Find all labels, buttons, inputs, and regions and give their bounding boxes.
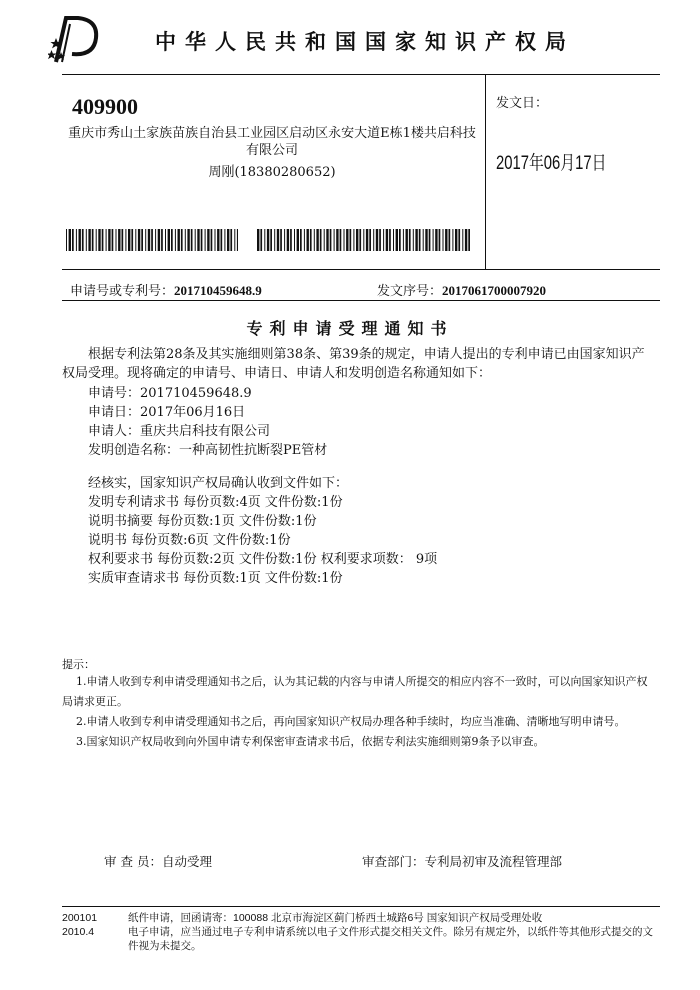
examining-department: 审查部门：专利局初审及流程管理部 xyxy=(362,854,563,869)
field-applicant: 申请人：重庆共启科技有限公司 xyxy=(88,424,271,439)
received-intro: 经核实，国家知识产权局确认收到文件如下： xyxy=(88,476,349,491)
office-name: 中华人民共和国国家知识产权局 xyxy=(155,30,575,54)
intro-paragraph: 根据专利法第28条及其实施细则第38条、第39条的规定，申请人提出的专利申请已由国家知识产权局受理。现将确定的申请号、申请日、申请人和发明创造名称通知如下： xyxy=(62,347,645,381)
footer-paper-filing-note: 纸件申请，回函请寄：100088 北京市海淀区蓟门桥西土城路6号 国家知识产权局受理处收 xyxy=(128,912,543,924)
examiner: 审 查 员：自动受理 xyxy=(104,854,212,869)
received-file-item: 说明书 每份页数:6页 文件份数:1份 xyxy=(88,533,291,548)
recipient-contact: 周刚(18380280652) xyxy=(208,165,336,180)
application-number: 201710459648.9 xyxy=(174,283,262,298)
header-divider xyxy=(485,74,486,270)
barcode-left xyxy=(66,229,238,251)
received-file-item: 说明书摘要 每份页数:1页 文件份数:1份 xyxy=(88,514,317,529)
note-item: 3.国家知识产权局收到向外国申请专利保密审查请求书后，依据专利法实施细则第9条予以审查。 xyxy=(76,735,545,748)
serial-number-row xyxy=(377,280,546,299)
sipo-logo-icon xyxy=(48,14,100,66)
field-invention-title: 发明创造名称：一种高韧性抗断裂PE管材 xyxy=(88,443,328,458)
document-title: 专利申请受理通知书 xyxy=(246,319,454,338)
received-file-item: 权利要求书 每份页数:2页 文件份数:1份 权利要求项数： 9项 xyxy=(88,552,438,567)
received-file-item: 发明专利请求书 每份页数:4页 文件份数:1份 xyxy=(88,495,343,510)
postcode: 409900 xyxy=(72,94,138,119)
sent-date-label: 发文日： xyxy=(496,96,549,111)
field-filing-date: 申请日：2017年06月16日 xyxy=(88,405,246,420)
footer-version-code: 2010.4 xyxy=(62,926,95,938)
field-application-number: 申请号：201710459648.9 xyxy=(88,386,252,401)
sent-date: 2017年06月17日 xyxy=(496,153,607,174)
received-file-item: 实质审查请求书 每份页数:1页 文件份数:1份 xyxy=(88,571,343,586)
number-row-rule xyxy=(62,300,660,301)
header-bottom-rule xyxy=(62,269,660,270)
footer-rule xyxy=(62,906,660,907)
note-item: 2.申请人收到专利申请受理通知书之后，再向国家知识产权局办理各种手续时，均应当准确、清晰地写明申请号。 xyxy=(76,715,626,728)
barcode-right xyxy=(257,229,471,251)
footer-e-filing-note: 电子申请，应当通过电子专利申请系统以电子文件形式提交相关文件。除另有规定外，以纸件等其他形式提交的文件视为未提交。 xyxy=(128,926,653,952)
footer-form-code: 200101 xyxy=(62,912,98,924)
note-item: 1.申请人收到专利申请受理通知书之后，认为其记载的内容与申请人所提交的相应内容不一致时，可以向国家知识产权局请求更正。 xyxy=(62,675,648,708)
notes-heading: 提示： xyxy=(62,658,95,671)
recipient-address: 重庆市秀山土家族苗族自治县工业园区启动区永安大道E栋1楼共启科技有限公司 xyxy=(68,126,476,158)
serial-number-label: 发文序号： xyxy=(377,284,443,299)
application-number-label: 申请号或专利号： xyxy=(70,284,175,299)
header-top-rule xyxy=(62,74,660,75)
serial-number: 2017061700007920 xyxy=(442,283,547,298)
application-number-row xyxy=(70,280,262,299)
